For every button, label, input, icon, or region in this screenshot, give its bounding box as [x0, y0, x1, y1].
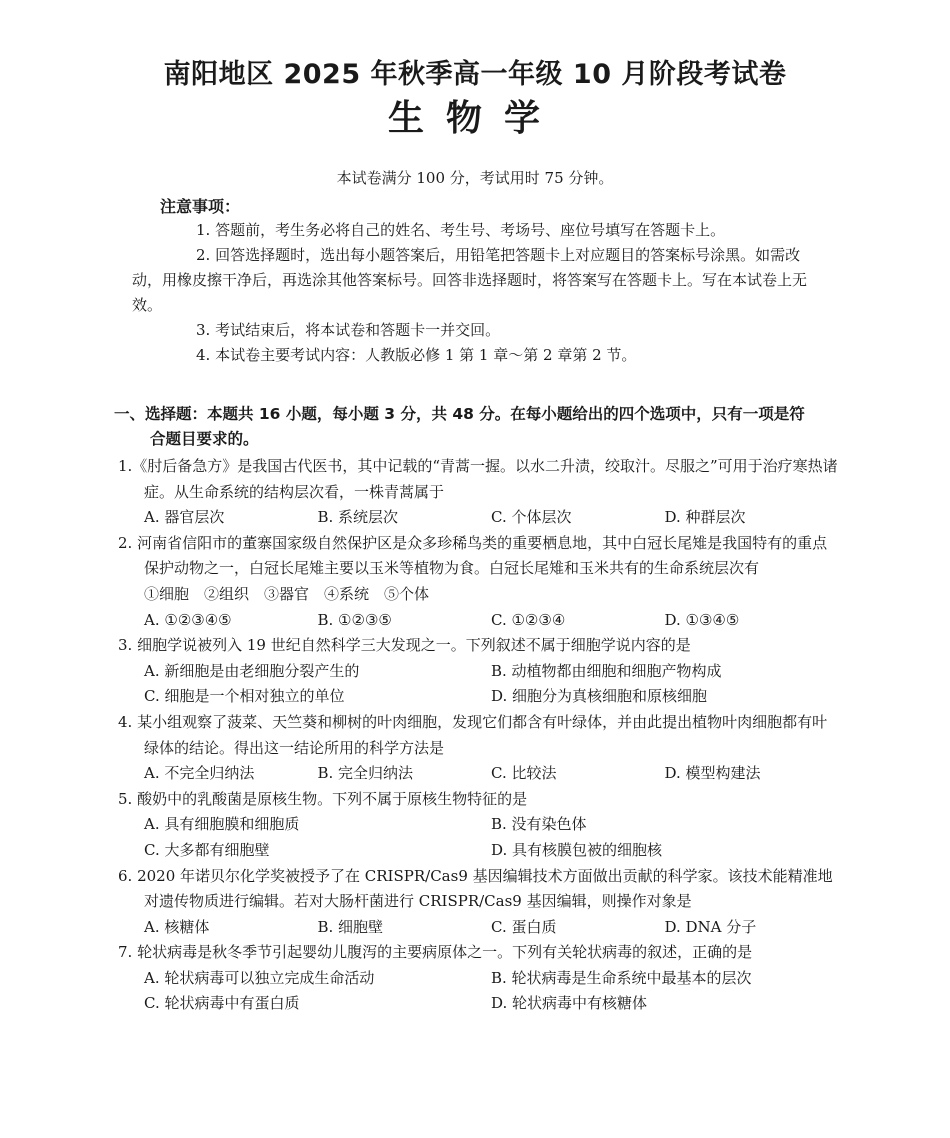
note-item: 4. 本试卷主要考试内容：人教版必修 1 第 1 章～第 2 章第 2 节。: [196, 346, 637, 364]
section-heading-line: 合题目要求的。: [150, 430, 259, 448]
question-stem: 4. 某小组观察了菠菜、天竺葵和柳树的叶肉细胞，发现它们都含有叶绿体，并由此提出植物叶肉细胞都有叶绿体的结论。得出这一结论所用的科学方法是: [118, 712, 828, 757]
section-heading-line: 一、选择题：本题共 16 小题，每小题 3 分，共 48 分。在每小题给出的四个选项中，只有一项是符: [114, 405, 805, 423]
section-heading: [114, 402, 834, 452]
option: B. 没有染色体: [491, 815, 587, 834]
option: D. 种群层次: [664, 508, 746, 527]
question: [118, 940, 838, 1017]
option: D. 细胞分为真核细胞和原核细胞: [491, 687, 708, 706]
notes-list: [132, 218, 812, 368]
note-item: 3. 考试结束后，将本试卷和答题卡一并交回。: [196, 321, 501, 339]
option: A. ①②③④⑤: [144, 610, 232, 629]
option: C. 个体层次: [491, 508, 572, 527]
notes-heading: 注意事项：: [160, 197, 241, 216]
question-stem: 1.《肘后备急方》是我国古代医书，其中记载的“青蒿一握。以水二升渍，绞取汁。尽服之”可用于治疗寒热诸症。从生命系统的结构层次看，一株青蒿属于: [118, 457, 838, 501]
question-sub-items: ①细胞 ②组织 ③器官 ④系统 ⑤个体: [144, 584, 430, 603]
option: A. 核糖体: [144, 917, 210, 936]
option: B. 完全归纳法: [317, 764, 414, 783]
question-stem: 6. 2020 年诺贝尔化学奖被授予了在 CRISPR/Cas9 基因编辑技术方面做出贡献的科学家。该技术能精准地对遗传物质进行编辑。若对大肠杆菌进行 CRISPR/Cas9 基因编辑，则操作对象是: [118, 866, 833, 911]
subject-title: 生物学: [387, 98, 562, 139]
question: [118, 864, 838, 941]
note-item: 1. 答题前，考生务必将自己的姓名、考生号、考场号、座位号填写在答题卡上。: [196, 221, 726, 239]
exam-meta: 本试卷满分 100 分，考试用时 75 分钟。: [336, 169, 614, 187]
question: [118, 454, 838, 531]
question-stem: 3. 细胞学说被列入 19 世纪自然科学三大发现之一。下列叙述不属于细胞学说内容的是: [118, 636, 691, 655]
question-options: [118, 684, 838, 710]
question-options: [118, 608, 838, 634]
question: [118, 787, 838, 864]
question-options: [118, 966, 838, 992]
question-options: [118, 838, 838, 864]
option: D. 具有核膜包被的细胞核: [491, 840, 663, 859]
option: A. 轮状病毒可以独立完成生命活动: [144, 968, 375, 987]
note-item: 2. 回答选择题时，选出每小题答案后，用铅笔把答题卡上对应题目的答案标号涂黑。如需改动，用橡皮擦干净后，再选涂其他答案标号。回答非选择题时，将答案写在答题卡上。写在本试卷上无效。: [132, 246, 808, 314]
exam-title: 南阳地区 2025 年秋季高一年级 10 月阶段考试卷: [163, 59, 787, 90]
option: C. 细胞是一个相对独立的单位: [144, 687, 345, 706]
option: B. 细胞壁: [317, 917, 384, 936]
option: A. 器官层次: [144, 508, 225, 527]
option: B. 轮状病毒是生命系统中最基本的层次: [491, 968, 752, 987]
option: C. 蛋白质: [491, 917, 557, 936]
question: [118, 633, 838, 710]
question: [118, 710, 838, 787]
option: A. 新细胞是由老细胞分裂产生的: [144, 661, 360, 680]
question-stem: 7. 轮状病毒是秋冬季节引起婴幼儿腹泻的主要病原体之一。下列有关轮状病毒的叙述，正确的是: [118, 943, 753, 962]
option: B. 系统层次: [317, 508, 399, 527]
option: C. ①②③④: [491, 610, 566, 629]
option: C. 轮状病毒中有蛋白质: [144, 994, 300, 1013]
question-options: [118, 761, 838, 787]
question-options: [118, 659, 838, 685]
option: A. 具有细胞膜和细胞质: [144, 815, 300, 834]
question-stem: 5. 酸奶中的乳酸菌是原核生物。下列不属于原核生物特征的是: [118, 789, 528, 808]
option: D. ①③④⑤: [664, 610, 740, 629]
option: B. 动植物都由细胞和细胞产物构成: [491, 661, 722, 680]
option: D. DNA 分子: [664, 917, 757, 936]
question-stem: 2. 河南省信阳市的董寨国家级自然保护区是众多珍稀鸟类的重要栖息地，其中白冠长尾雉是我国特有的重点保护动物之一，白冠长尾雉主要以玉米等植物为食。白冠长尾雉和玉米共有的生命系统层次有: [118, 533, 828, 578]
option: D. 轮状病毒中有核糖体: [491, 994, 648, 1013]
option: C. 大多都有细胞壁: [144, 840, 270, 859]
question: [118, 531, 838, 633]
question-options: [118, 505, 838, 531]
option: A. 不完全归纳法: [144, 764, 255, 783]
option: D. 模型构建法: [664, 764, 761, 783]
question-options: [118, 991, 838, 1017]
option: C. 比较法: [491, 764, 557, 783]
question-options: [118, 812, 838, 838]
question-list: [118, 454, 838, 1017]
option: B. ①②③⑤: [317, 610, 392, 629]
question-options: [118, 915, 838, 941]
